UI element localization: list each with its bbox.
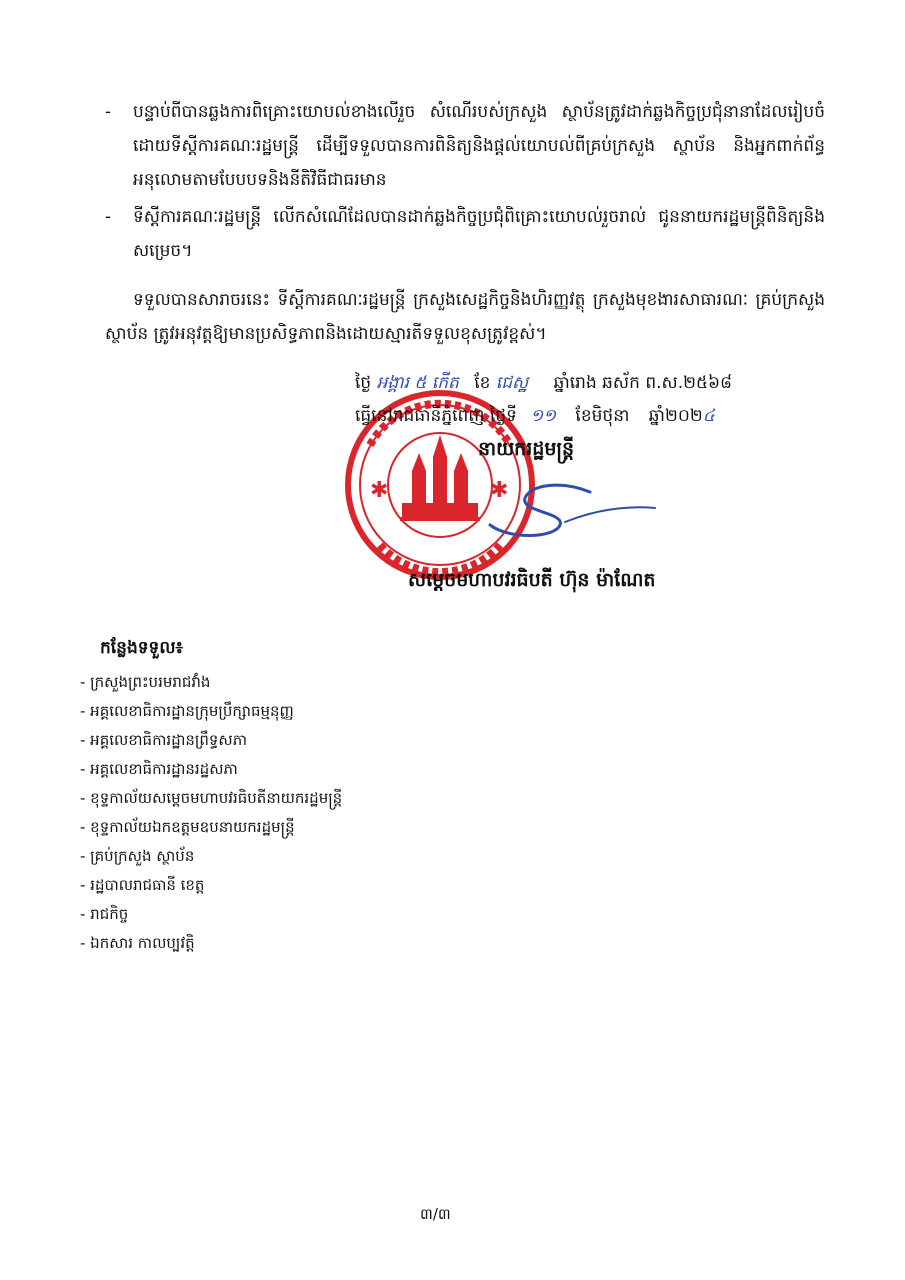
svg-text:✱: ✱ (490, 478, 509, 503)
list-item: - ឯកសារ កាលប្បវត្តិ (80, 934, 195, 952)
page-number: ៣/៣ (420, 1205, 451, 1223)
list-item: - រដ្ឋបាលរាជធានី ខេត្ត (80, 876, 205, 894)
signatory-name: សម្តេចមហាបវរធិបតី ហ៊ុន ម៉ាណែត (408, 569, 656, 591)
closing-paragraph: ទទួលបានសារាចរនេះ ទីស្តីការគណៈរដ្ឋមន្ត្រី ក្រសួងសេដ្ឋកិច្ចនិងហិរញ្ញវត្ថុ ក្រសួងមុខងារសាធារណៈ គ្រប់ក្រសួង ស្ថាប័ន ត្រូវអនុវត្តឱ្យមានប្រសិទ្ធភាពនិងដោយស្មារតីទទួលខុសត្រូវខ្ពស់។ (105, 290, 825, 344)
bullet-text: បន្ទាប់ពីបានឆ្លងការពិគ្រោះយោបល់ខាងលើរួច សំណើរបស់ក្រសួង ស្ថាប័នត្រូវដាក់ឆ្លងកិច្ចប្រជុំនានាដែលរៀបចំដោយទីស្តីការគណៈរដ្ឋមន្ត្រី ដើម្បីទទួលបានការពិនិត្យនិងផ្តល់យោបល់ពីគ្រប់ក្រសួង ស្ថាប័ន និងអ្នកពាក់ព័ន្ធ អនុលោមតាមបែបបទនិងនីតិវិធីជាធរមាន (133, 102, 825, 190)
recipients-list (80, 668, 342, 958)
lunar-day-prefix: ថ្ងៃ (355, 373, 372, 393)
solar-year-handwritten: ៤ (702, 406, 715, 426)
place-label: ធ្វើនៅរាជធានីភ្នំពេញ ថ្ងៃទី (355, 406, 517, 426)
lunar-year: ឆ្នាំរោង ឆស័ក ព.ស.២៥៦៨ (553, 373, 733, 393)
bullet-dash: - (105, 102, 112, 122)
lunar-day: អង្គារ ៥ កើត (376, 373, 459, 393)
svg-text:✱: ✱ (370, 478, 389, 503)
list-item: - ខុទ្ទកាល័យសម្តេចមហាបវរធិបតីនាយករដ្ឋមន្ត្រី (80, 789, 343, 807)
lunar-month: ជេស្ឋ (495, 373, 529, 393)
list-item: - អគ្គលេខាធិការដ្ឋានព្រឹទ្ធសភា (80, 731, 247, 749)
lunar-date-line (355, 372, 732, 397)
signatory-title: នាយករដ្ឋមន្ត្រី (478, 438, 575, 460)
bullet-text: ទីស្តីការគណៈរដ្ឋមន្ត្រី លើកសំណើដែលបានដាក់ឆ្លងកិច្ចប្រជុំពិគ្រោះយោបល់រួចរាល់ ជូននាយករដ្ឋមន្ត្រីពិនិត្យនិងសម្រេច។ (133, 207, 825, 261)
solar-date-line (355, 405, 715, 430)
list-item: - ខុទ្ទកាល័យឯកឧត្តមឧបនាយករដ្ឋមន្ត្រី (80, 818, 295, 836)
bullet-item (105, 200, 825, 268)
list-item: - គ្រប់ក្រសួង ស្ថាប័ន (80, 847, 195, 865)
list-item: - អគ្គលេខាធិការដ្ឋានក្រុមប្រឹក្សាធម្មនុញ្ញ (80, 702, 294, 720)
list-item: - រាជកិច្ច (80, 905, 129, 923)
solar-year-prefix: ឆ្នាំ២០២ (648, 406, 703, 426)
solar-month: ខែមិថុនា (575, 406, 630, 426)
bullet-dash: - (105, 207, 112, 227)
list-item: - ក្រសួងព្រះបរមរាជវាំង (80, 673, 211, 691)
bullet-item (105, 95, 825, 197)
list-item: - អគ្គលេខាធិការដ្ឋានរដ្ឋសភា (80, 760, 238, 778)
solar-day: ១១ (530, 406, 557, 426)
handwritten-signature-icon (470, 470, 670, 550)
lunar-month-prefix: ខែ (474, 373, 491, 393)
recipients-heading: កន្លែងទទួល៖ (100, 638, 184, 658)
